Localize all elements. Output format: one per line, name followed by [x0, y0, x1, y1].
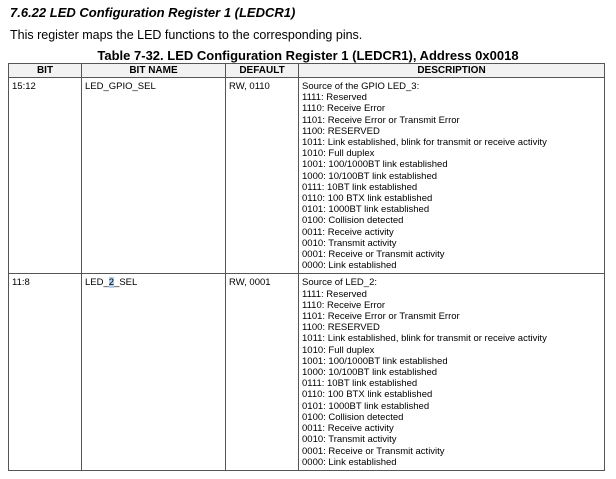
intro-text: This register maps the LED functions to the corresponding pins. [10, 28, 363, 42]
bit-name-suffix: _SEL [114, 277, 138, 289]
description-line: 0111: 10BT link established [302, 378, 418, 390]
table-header-row [9, 64, 605, 78]
description-line: 1010: Full duplex [302, 148, 375, 160]
description-line: Source of LED_2: [302, 277, 377, 289]
bit-cell: 11:8 [9, 274, 82, 470]
table-row [9, 274, 605, 470]
description-line: 1000: 10/100BT link established [302, 170, 438, 182]
description-line: 1110: Receive Error [302, 103, 386, 115]
description-line: 1100: RESERVED [302, 322, 380, 334]
column-header-description: DESCRIPTION [299, 64, 605, 78]
description-line: 1111: Reserved [302, 92, 367, 104]
description-line: 0011: Receive activity [302, 226, 394, 238]
description-line: 1010: Full duplex [302, 344, 375, 356]
description-line: 0011: Receive activity [302, 423, 394, 435]
description-line: 0111: 10BT link established [302, 181, 418, 193]
selected-text-highlight[interactable]: 2 [108, 277, 115, 289]
description-line: 1100: RESERVED [302, 125, 380, 137]
description-line: 0001: Receive or Transmit activity [302, 249, 445, 261]
default-cell: RW, 0110 [226, 78, 299, 274]
description-line: 0001: Receive or Transmit activity [302, 445, 445, 457]
description-line: 1001: 100/1000BT link established [302, 159, 448, 171]
description-line: 0110: 100 BTX link established [302, 389, 433, 401]
description-line: 0010: Transmit activity [302, 434, 397, 446]
column-header-bit-name: BIT NAME [82, 64, 226, 78]
register-table [8, 63, 605, 471]
column-header-default: DEFAULT [226, 64, 299, 78]
description-line: 0110: 100 BTX link established [302, 193, 433, 205]
description-line: 0000: Link established [302, 456, 397, 468]
description-line: 0000: Link established [302, 260, 397, 272]
description-line: 0101: 1000BT link established [302, 400, 430, 412]
bit-name-cell: LED_GPIO_SEL [82, 78, 226, 274]
description-line: 1101: Receive Error or Transmit Error [302, 114, 460, 126]
description-line: 1001: 100/1000BT link established [302, 355, 448, 367]
table-caption: Table 7-32. LED Configuration Register 1 (LEDCR1), Address 0x0018 [97, 48, 519, 63]
description-cell [299, 78, 605, 274]
description-line: 1111: Reserved [302, 288, 367, 300]
bit-cell: 15:12 [9, 78, 82, 274]
description-line: 1011: Link established, blink for transmit or receive activity [302, 137, 547, 149]
bit-name-cell [82, 274, 226, 470]
description-line: Source of the GPIO LED_3: [302, 81, 420, 92]
description-cell [299, 274, 605, 470]
bit-name-prefix: LED_ [85, 277, 109, 289]
section-heading: 7.6.22 LED Configuration Register 1 (LEDCR1) [10, 5, 296, 20]
description-line: 0010: Transmit activity [302, 237, 397, 249]
description-line: 1011: Link established, blink for transmit or receive activity [302, 333, 547, 345]
column-header-bit: BIT [9, 64, 82, 78]
description-line: 1101: Receive Error or Transmit Error [302, 311, 460, 323]
description-line: 0100: Collision detected [302, 215, 404, 227]
default-cell: RW, 0001 [226, 274, 299, 470]
description-line: 1110: Receive Error [302, 299, 386, 311]
table-row [9, 78, 605, 274]
description-line: 1000: 10/100BT link established [302, 367, 438, 379]
description-line: 0101: 1000BT link established [302, 204, 430, 216]
description-line: 0100: Collision detected [302, 411, 404, 423]
